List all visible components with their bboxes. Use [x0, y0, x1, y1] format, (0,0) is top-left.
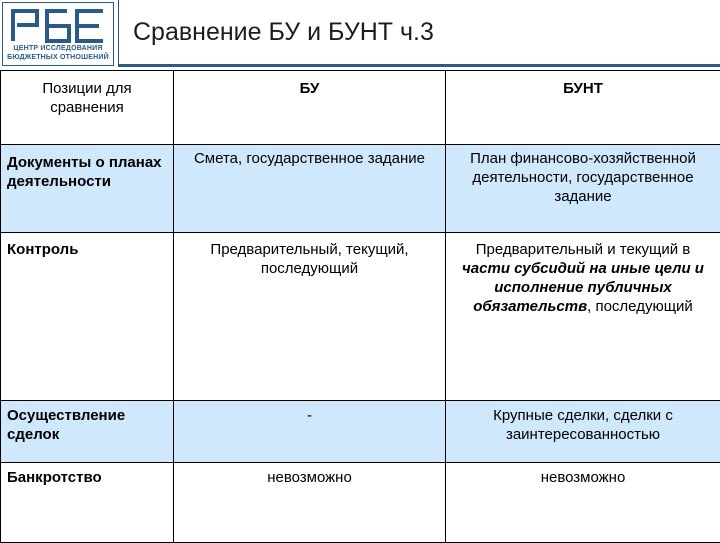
cell-bu-documents: Смета, государственное задание [174, 145, 446, 233]
cell-bu-control: Предварительный, текущий, последующий [174, 233, 446, 401]
header-cell-bu: БУ [174, 71, 446, 145]
table-row [1, 233, 720, 401]
table-header-row [1, 71, 720, 145]
header-divider-horizontal [118, 64, 720, 67]
page-title: Сравнение БУ и БУНТ ч.3 [133, 18, 434, 47]
cell-bunt-documents: План финансово-хозяйственной деятельности, государственное задание [446, 145, 720, 233]
cell-bu-transactions: - [174, 401, 446, 463]
cell-bu-bankruptcy: невозможно [174, 463, 446, 543]
logo [2, 2, 114, 66]
table-row [1, 463, 720, 543]
header-cell-bunt: БУНТ [446, 71, 720, 145]
row-label-transactions: Осуществление сделок [1, 401, 174, 463]
row-label-control: Контроль [1, 233, 174, 401]
table-row [1, 401, 720, 463]
row-label-bankruptcy: Банкротство [1, 463, 174, 543]
cell-bunt-control-text-2: , последующий [587, 298, 693, 315]
row-label-documents: Документы о планах деятельности [1, 145, 174, 233]
cell-bunt-transactions: Крупные сделки, сделки с заинтересованностью [446, 401, 720, 463]
cell-bunt-control [446, 233, 720, 401]
header-cell-positions: Позиции для сравнения [1, 71, 174, 145]
header-divider-vertical [118, 0, 119, 64]
cell-bunt-bankruptcy: невозможно [446, 463, 720, 543]
cell-bunt-control-italic: части субсидий на иные цели и исполнение публичных обязательств [462, 260, 704, 315]
logo-line-2: БЮДЖЕТНЫХ ОТНОШЕНИЙ [7, 54, 109, 62]
table-row [1, 145, 720, 233]
slide-header [0, 0, 720, 70]
logo-mark-icon [9, 7, 109, 43]
logo-line-1: ЦЕНТР ИССЛЕДОВАНИЯ [7, 45, 109, 53]
cell-bunt-control-text-1: Предварительный и текущий в [476, 241, 691, 258]
comparison-table [0, 70, 720, 543]
